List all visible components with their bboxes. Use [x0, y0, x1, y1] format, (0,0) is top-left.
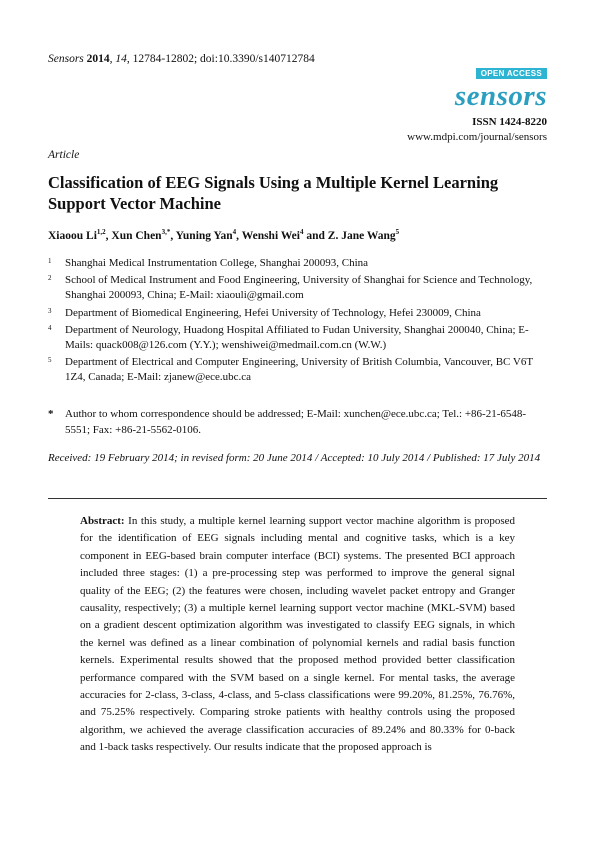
author-sep: , [236, 229, 242, 242]
issn: ISSN 1424-8220 [472, 116, 547, 128]
author-affil-sup: 5 [395, 228, 400, 236]
open-access-badge: OPEN ACCESS [476, 68, 547, 79]
affiliation-text: Department of Biomedical Engineering, Hefei University of Technology, Hefei 230009, China [65, 306, 481, 319]
affiliation-number: 2 [48, 274, 52, 283]
journal-logo: sensors [454, 80, 547, 112]
affiliation-list [48, 256, 548, 388]
author-affil-sup: 1,2 [96, 228, 106, 236]
author-affil-sup: 3,* [161, 228, 171, 236]
affiliation-number: 1 [48, 257, 52, 265]
abstract-text: In this study, a multiple kernel learning support vector machine algorithm is proposed for the identification of EEG signals including mental and cognitive tasks, which is a key component in EEG-based brain computer interface (BCI) systems. The presented BCI approach included three stages: (1) a pre-processing step was performed to improve the general signal quality of the EEG; (2) the features were chosen, including wavelet packet entropy and Granger causality, respectively; (3) a multiple kernel learning support vector machine (MKL-SVM) based on a gradient descent optimization algorithm was investigated to classify EEG signals, in which the kernel was defined as a linear combination of polynomial kernels and radial basis function kernels. Experimental results showed that the proposed method provided better classification performance compared with the SVM based on a single kernel. For mental tasks, the average accuracies for 2-class, 3-class, 4-class, and 5-class classifications were 99.20%, 81.25%, 76.76%, and 75.25% respectively. Comparing stroke patients with healthy controls using the proposed algorithm, we achieved the average classification accuracies of 89.24% and 80.33% for 0-back and 1-back tasks respectively. Our results indicate that the proposed approach is [80, 515, 515, 754]
author-sep: , [170, 229, 176, 242]
author-name: Xun Chen [111, 229, 162, 242]
affiliation-item [48, 355, 548, 385]
author-sep: and [303, 229, 328, 242]
pages-doi: , 12784-12802; doi:10.3390/s140712784 [126, 53, 315, 65]
affiliation-item [48, 273, 548, 303]
author-sep: , [105, 229, 112, 242]
section-divider [48, 498, 547, 499]
journal-url[interactable]: www.mdpi.com/journal/sensors [407, 131, 547, 143]
affiliation-text: Department of Electrical and Computer Engineering, University of British Columbia, Vancouver, BC V6T 1Z4, Canada; E-Mail: zjanew@ece.ubc.ca [65, 356, 533, 384]
article-type: Article [48, 149, 80, 161]
affiliation-item [48, 323, 548, 353]
author-name: Z. Jane Wang [327, 229, 396, 242]
affiliation-text: Department of Neurology, Huadong Hospital Affiliated to Fudan University, Shanghai 200040, China; E-Mails: quack008@126.com (Y.Y.); wenshiwei@medmail.com.cn (W.W.) [65, 324, 529, 352]
corresponding-star: * [48, 408, 54, 420]
affiliation-number: 5 [48, 356, 52, 365]
correspondence-note [48, 406, 548, 438]
year: 2014 [86, 53, 110, 65]
affiliation-item [48, 256, 548, 271]
author-name: Yuning Yan [175, 229, 233, 242]
affiliation-number: 4 [48, 324, 52, 333]
affiliation-text: Shanghai Medical Instrumentation College, Shanghai 200093, China [65, 257, 369, 269]
author-name: Wenshi Wei [241, 229, 300, 242]
author-list [48, 228, 399, 242]
affiliation-text: School of Medical Instrument and Food Engineering, University of Shanghai for Science and Technology, Shanghai 200093, China; E-Mail: xiaouli@gmail.com [65, 274, 533, 302]
abstract [80, 513, 515, 757]
affiliation-item [48, 306, 548, 321]
volume: 14 [115, 53, 127, 65]
publication-dates: Received: 19 February 2014; in revised form: 20 June 2014 / Accepted: 10 July 2014 / Published: 17 July 2014 [48, 452, 541, 464]
author-affil-sup: 4 [232, 228, 237, 236]
affiliation-number: 3 [48, 306, 52, 315]
journal-name: Sensors [48, 53, 84, 65]
paper-title: Classification of EEG Signals Using a Multiple Kernel Learning Support Vector Machine [48, 173, 499, 213]
abstract-label: Abstract: [80, 515, 125, 527]
author-affil-sup: 4 [299, 228, 304, 236]
citation-line: Sensors 2014, 14, 12784-12802; doi:10.3390/s140712784 [48, 53, 315, 65]
author-name: Xiaoou Li [48, 229, 97, 242]
correspondence-text: Author to whom correspondence should be addressed; E-Mail: xunchen@ece.ubc.ca; Tel.: +86-21-6548-5551; Fax: +86-21-5562-0106. [65, 408, 527, 436]
